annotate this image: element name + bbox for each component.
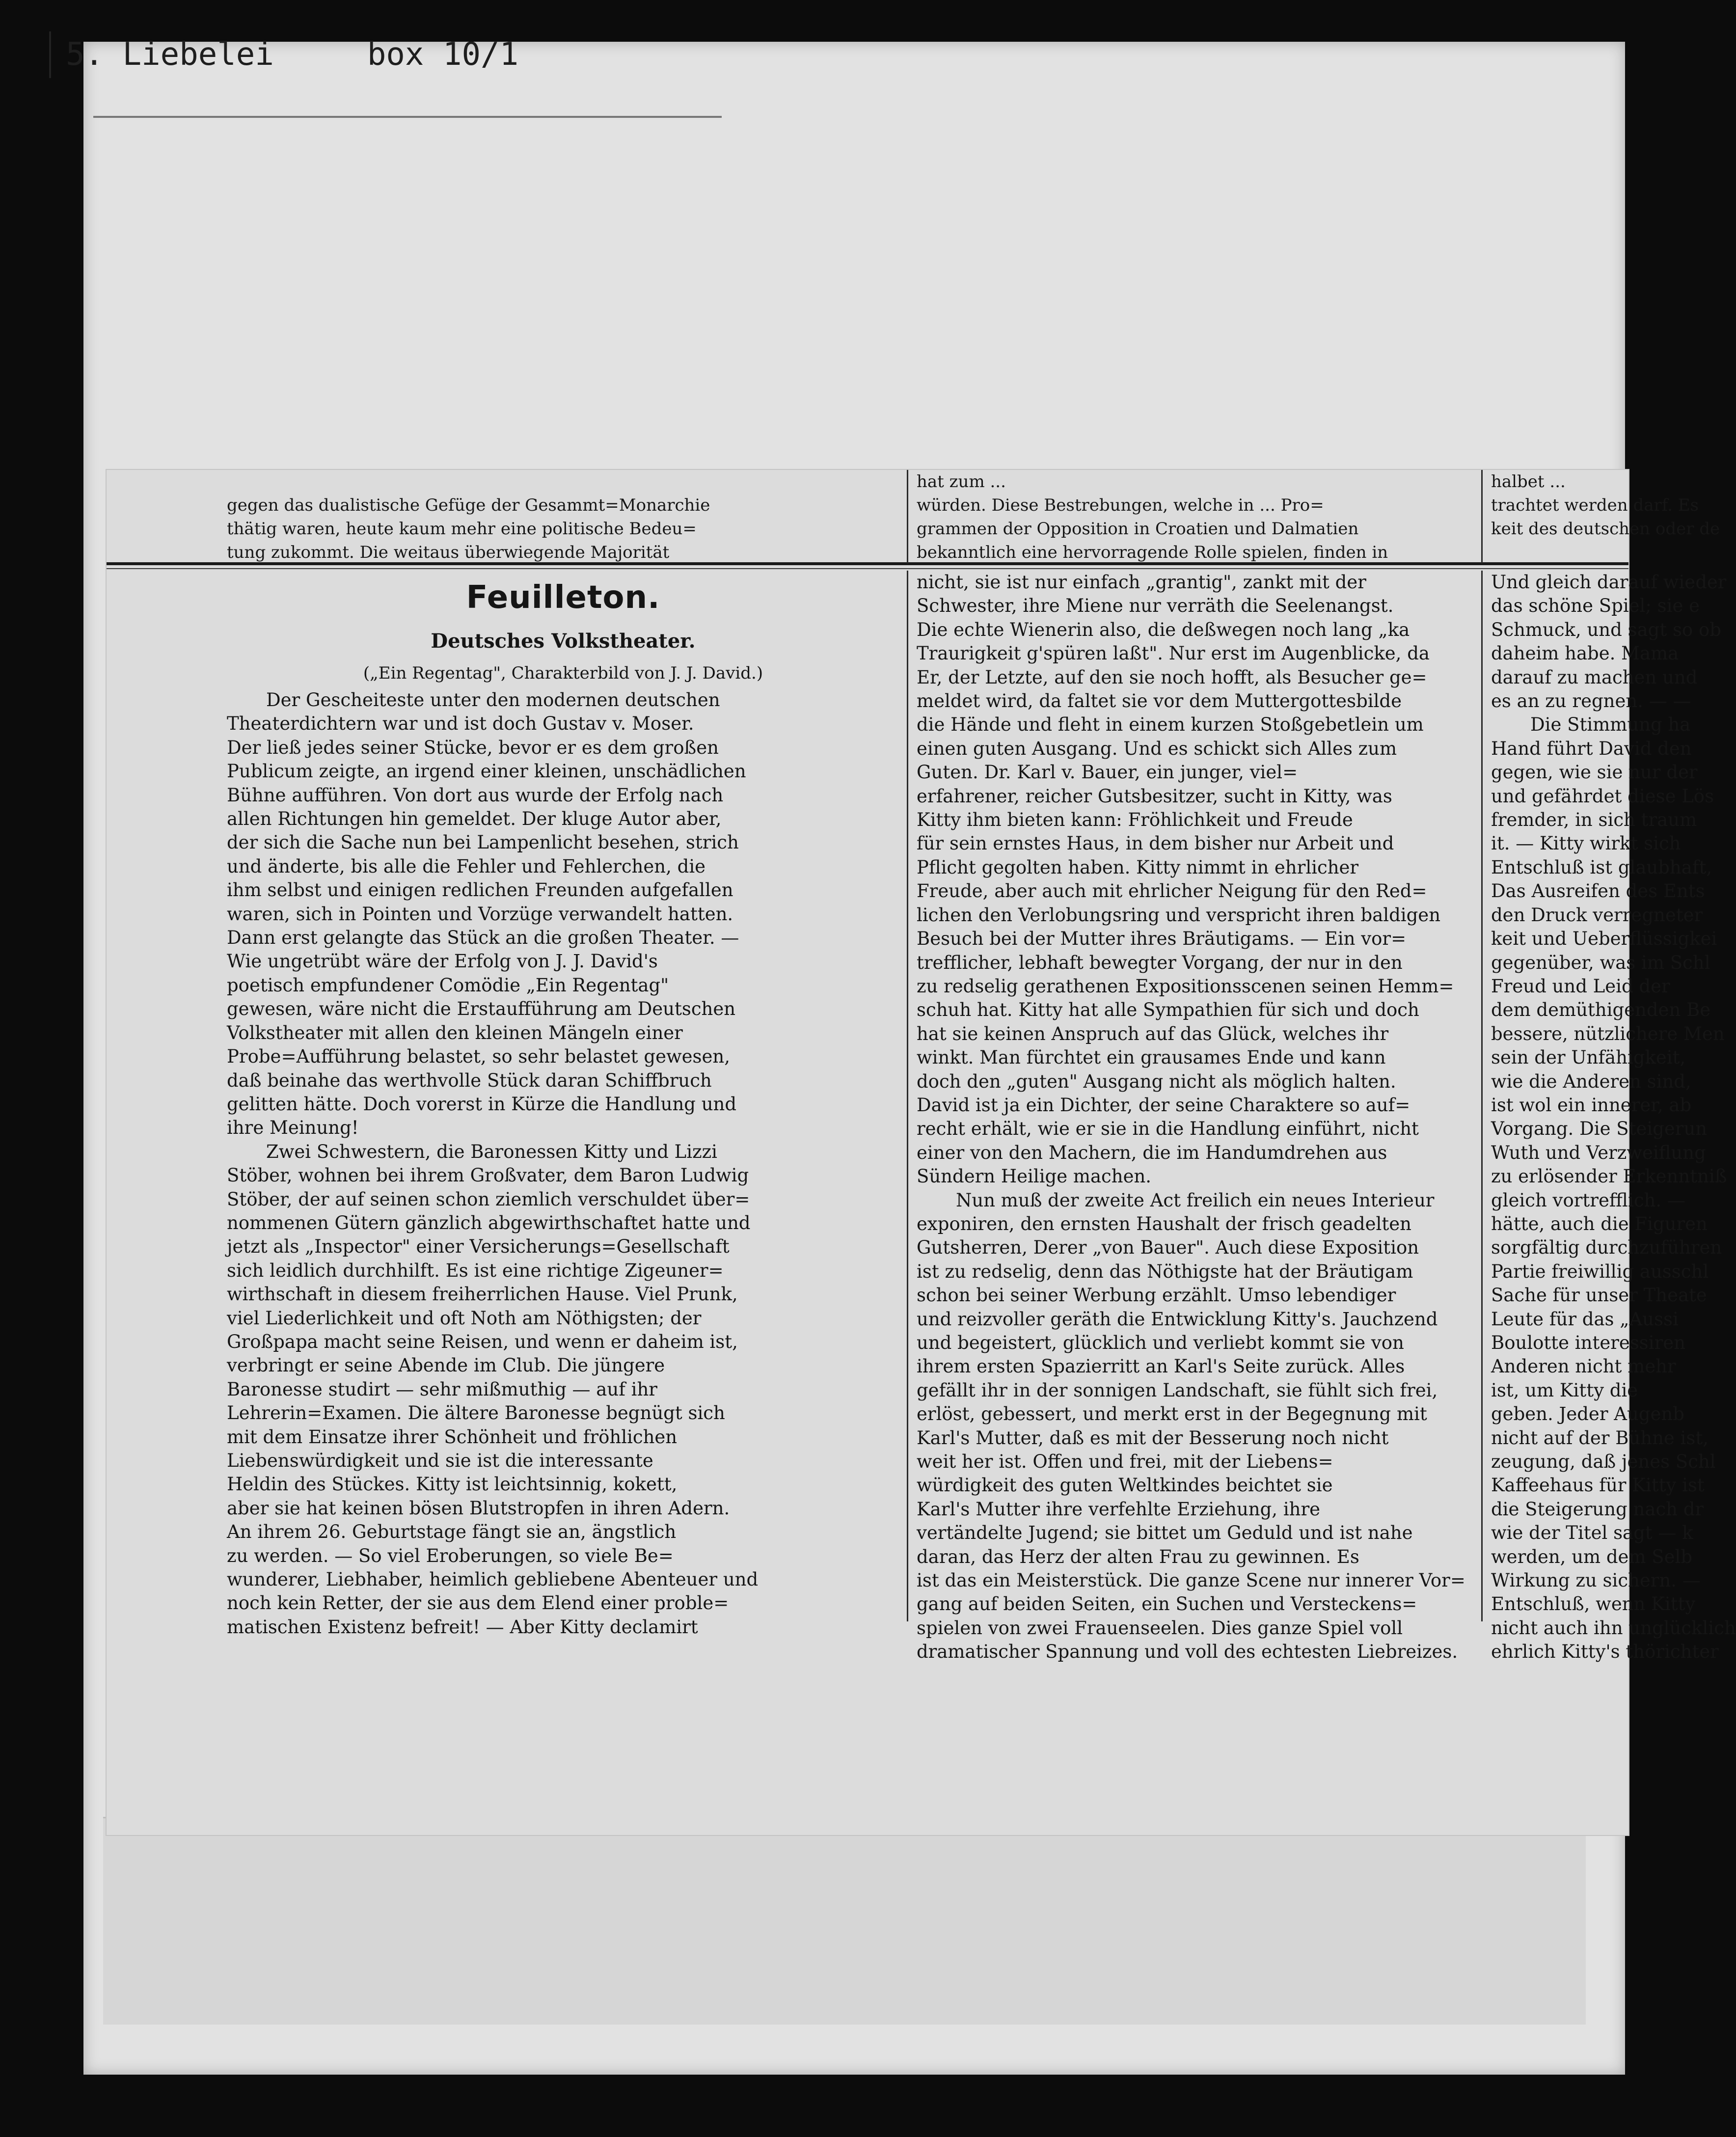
text-line: Der Gescheiteste unter den modernen deutschen	[266, 689, 720, 711]
text-line: sich leidlich durchhilft. Es ist eine richtige Zigeuner=	[227, 1260, 724, 1281]
text-line: Heldin des Stückes. Kitty ist leichtsinnig, kokett,	[227, 1474, 678, 1495]
text-line: vertändelte Jugend; sie bittet um Geduld und ist nahe	[917, 1522, 1413, 1544]
text-line: Leute für das „Aussi	[1491, 1308, 1679, 1330]
text-line: Großpapa macht seine Reisen, und wenn er daheim ist,	[227, 1331, 738, 1352]
label-underline	[93, 116, 722, 118]
text-line: fremder, in sich traum	[1491, 809, 1697, 831]
feuilleton-column-2	[917, 571, 1471, 1664]
text-line: einer von den Machern, die im Handumdrehen aus	[917, 1142, 1387, 1163]
text-line: werden, um dem Selb	[1491, 1546, 1693, 1567]
text-line: nicht auch ihn unglücklich	[1491, 1617, 1736, 1639]
strip-line: würden. Diese Bestrebungen, welche in ... Pro=	[917, 495, 1324, 515]
text-line: meldet wird, da faltet sie vor dem Muttergottesbilde	[917, 690, 1402, 712]
text-line: Entschluß, wenn Kitty	[1491, 1593, 1696, 1615]
text-line: jetzt als „Inspector" einer Versicherungs=Gesellschaft	[227, 1236, 730, 1258]
text-line: Liebenswürdigkeit und sie ist die interessante	[227, 1450, 653, 1471]
text-line: daß beinahe das werthvolle Stück daran Schiffbruch	[227, 1069, 712, 1091]
strip-column-1	[227, 470, 904, 563]
strip-line: hat zum ...	[917, 472, 1006, 492]
text-line: Vorgang. Die Steigerun	[1491, 1118, 1708, 1140]
text-line: einen guten Ausgang. Und es schickt sich Alles zum	[917, 738, 1397, 759]
text-line: Er, der Letzte, auf den sie noch hofft, als Besucher ge=	[917, 666, 1427, 688]
text-line: Freud und Leid der	[1491, 975, 1670, 997]
text-line: es an zu regnen. — —	[1491, 690, 1691, 712]
text-line: Hand führt David den	[1491, 738, 1692, 759]
text-line: Dann erst gelangte das Stück an die großen Theater. —	[227, 927, 739, 949]
text-line: ist, um Kitty die	[1491, 1379, 1638, 1401]
text-line: trefflicher, lebhaft bewegter Vorgang, der nur in den	[917, 952, 1403, 973]
text-line: aber sie hat keinen bösen Blutstropfen in ihren Adern.	[227, 1497, 730, 1519]
column-divider	[1481, 571, 1483, 1621]
text-line: ihre Meinung!	[227, 1117, 359, 1139]
text-line: Lehrerin=Examen. Die ältere Baronesse begnügt sich	[227, 1402, 725, 1424]
text-line: Kitty ihm bieten kann: Fröhlichkeit und Freude	[917, 809, 1353, 831]
text-line: allen Richtungen hin gemeldet. Der kluge Autor aber,	[227, 808, 722, 830]
text-line: Entschluß ist glaubhaft,	[1491, 856, 1712, 878]
text-line: Schwester, ihre Miene nur verräth die Seelenangst.	[917, 595, 1394, 617]
feuilleton-column-1	[227, 571, 899, 1639]
text-line: Das Ausreifen des Ents	[1491, 880, 1705, 902]
text-line: gegen, wie sie nur der	[1491, 762, 1698, 783]
text-line: zu erlösender Erkenntniß	[1491, 1166, 1727, 1187]
strip-line: tung zukommt. Die weitaus überwiegende Majorität	[227, 543, 670, 562]
label-box: box 10/1	[367, 36, 519, 73]
text-line: sein der Unfähigkeit,	[1491, 1047, 1686, 1068]
text-line: schuh hat. Kitty hat alle Sympathien für sich und doch	[917, 999, 1419, 1021]
text-line: Wuth und Verzweiflung	[1491, 1142, 1706, 1163]
strip-line: trachtet werden darf. Es	[1491, 495, 1699, 515]
text-line: viel Liederlichkeit und oft Noth am Nöthigsten; der	[227, 1307, 702, 1329]
text-line: waren, sich in Pointen und Vorzüge verwandelt hatten.	[227, 903, 733, 925]
text-line: wunderer, Liebhaber, heimlich gebliebene Abenteuer und	[227, 1569, 759, 1590]
text-line: Pflicht gegolten haben. Kitty nimmt in ehrlicher	[917, 856, 1359, 878]
text-line: doch den „guten" Ausgang nicht als möglich halten.	[917, 1070, 1396, 1092]
text-line: Theaterdichtern war und ist doch Gustav v. Moser.	[227, 713, 694, 735]
label-number: 5.	[66, 36, 104, 73]
strip-column-3	[1491, 470, 1720, 563]
text-line: Stöber, der auf seinen schon ziemlich verschuldet über=	[227, 1188, 750, 1210]
text-line: das schöne Spiel; sie e	[1491, 595, 1700, 617]
text-line: ihrem ersten Spazierritt an Karl's Seite zurück. Alles	[917, 1356, 1405, 1377]
text-line: gleich vortrefflich. —	[1491, 1189, 1685, 1211]
strip-column-2	[917, 470, 1466, 563]
strip-line	[1491, 541, 1628, 564]
text-line: Baronesse studirt — sehr mißmuthig — auf ihr	[227, 1378, 657, 1400]
text-line: sorgfältig durchzuführen	[1491, 1237, 1722, 1259]
text-line: daheim habe. Mama	[1491, 643, 1679, 664]
text-line: und änderte, bis alle die Fehler und Fehlerchen, die	[227, 855, 706, 877]
text-line: lichen den Verlobungsring und verspricht ihren baldigen	[917, 904, 1441, 926]
text-line: Stöber, wohnen bei ihrem Großvater, dem Baron Ludwig	[227, 1165, 749, 1186]
text-line: Karl's Mutter, daß es mit der Besserung noch nicht	[917, 1427, 1389, 1449]
text-line: noch kein Retter, der sie aus dem Elend einer proble=	[227, 1592, 729, 1614]
archive-label	[49, 32, 518, 77]
column-1-body	[227, 688, 899, 1639]
section-rule-thin	[107, 568, 1628, 569]
text-line: zeugung, daß jenes Schl	[1491, 1451, 1716, 1473]
text-line: recht erhält, wie er sie in die Handlung einführt, nicht	[917, 1118, 1419, 1140]
column-2-body	[917, 571, 1471, 1664]
text-line: gegenüber, was im Schl	[1491, 952, 1710, 973]
text-line: schon bei seiner Werbung erzählt. Umso lebendiger	[917, 1285, 1396, 1306]
newspaper-clipping	[106, 469, 1736, 1836]
text-line: Der ließ jedes seiner Stücke, bevor er es dem großen	[227, 737, 719, 758]
text-line: Boulotte interessiren	[1491, 1332, 1686, 1353]
text-line: Und gleich darauf wieder	[1491, 572, 1727, 593]
text-line: Guten. Dr. Karl v. Bauer, ein junger, viel=	[917, 762, 1298, 783]
text-line: gewesen, wäre nicht die Erstaufführung am Deutschen	[227, 998, 736, 1020]
text-line: Kaffeehaus für Kitty ist	[1491, 1475, 1705, 1496]
text-line: Schmuck, und sagt so ob	[1491, 619, 1721, 640]
text-line: spielen von zwei Frauenseelen. Dies ganze Spiel voll	[917, 1617, 1403, 1639]
text-line: für sein ernstes Haus, in dem bisher nur Arbeit und	[917, 833, 1394, 854]
text-line: Nun muß der zweite Act freilich ein neues Interieur	[956, 1189, 1435, 1211]
text-line: dem demüthigenden Be	[1491, 999, 1711, 1021]
text-line: wirthschaft in diesem freiherrlichen Hause. Viel Prunk,	[227, 1284, 738, 1305]
column-divider	[1481, 470, 1483, 563]
text-line: poetisch empfundener Comödie „Ein Regentag"	[227, 974, 669, 996]
text-line: zu redselig gerathenen Expositionsscenen seinen Hemm=	[917, 975, 1454, 997]
text-line: geben. Jeder Augenb	[1491, 1403, 1684, 1425]
text-line: ehrlich Kitty's thörichter	[1491, 1641, 1719, 1663]
strip-line: halbet ...	[1491, 472, 1566, 492]
text-line: Besuch bei der Mutter ihres Bräutigams. — Ein vor=	[917, 928, 1407, 950]
text-line: Publicum zeigte, an irgend einer kleinen, unschädlichen	[227, 761, 746, 782]
text-line: Traurigkeit g'spüren laßt". Nur erst im Augenblicke, da	[917, 643, 1430, 664]
text-line: und gefährdet diese Lös	[1491, 785, 1714, 807]
column-divider	[907, 470, 908, 563]
text-line: nommenen Gütern gänzlich abgewirthschaftet hatte und	[227, 1212, 751, 1233]
text-line: gelitten hätte. Doch vorerst in Kürze die Handlung und	[227, 1093, 737, 1115]
text-line: und reizvoller geräth die Entwicklung Kitty's. Jauchzend	[917, 1308, 1438, 1330]
text-line: hätte, auch die Figuren	[1491, 1213, 1708, 1234]
paper-backing	[103, 1817, 1586, 2025]
text-line: ist das ein Meisterstück. Die ganze Scene nur innerer Vor=	[917, 1570, 1465, 1591]
section-rule	[107, 562, 1628, 565]
text-line: Die echte Wienerin also, die deßwegen noch lang „ka	[917, 619, 1410, 640]
strip-line: gegen das dualistische Gefüge der Gesammt=Monarchie	[227, 495, 710, 515]
text-line: An ihrem 26. Geburtstage fängt sie an, ängstlich	[227, 1521, 677, 1543]
text-line: nicht, sie ist nur einfach „grantig", zankt mit der	[917, 572, 1366, 593]
text-line: dramatischer Spannung und voll des echtesten Liebreizes.	[917, 1641, 1458, 1663]
text-line: hat sie keinen Anspruch auf das Glück, welches ihr	[917, 1023, 1389, 1044]
text-line: nicht auf der Bühne ist,	[1491, 1427, 1709, 1449]
text-line: Probe=Aufführung belastet, so sehr belastet gewesen,	[227, 1046, 731, 1068]
text-line: it. — Kitty wirkt sich	[1491, 833, 1681, 854]
text-line: gefällt ihr in der sonnigen Landschaft, sie fühlt sich frei,	[917, 1379, 1438, 1401]
feuilleton-subheading: Deutsches Volkstheater.	[431, 630, 696, 653]
previous-article-strip	[107, 470, 1720, 563]
text-line: verbringt er seine Abende im Club. Die jüngere	[227, 1355, 665, 1376]
column-3-body	[1491, 571, 1736, 1664]
text-line: Wie ungetrübt wäre der Erfolg von J. J. David's	[227, 951, 658, 972]
strip-line: thätig waren, heute kaum mehr eine politische Bedeu=	[227, 519, 697, 539]
text-line: Gutsherren, Derer „von Bauer". Auch diese Exposition	[917, 1237, 1419, 1259]
text-line: zu werden. — So viel Eroberungen, so viele Be=	[227, 1545, 674, 1566]
text-line: Wirkung zu sichern. —	[1491, 1570, 1701, 1591]
text-line: die Hände und fleht in einem kurzen Stoßgebetlein um	[917, 714, 1424, 736]
text-line: ist wol ein innerer, ab	[1491, 1094, 1692, 1116]
text-line: wie die Anderen sind,	[1491, 1070, 1691, 1092]
text-line: daran, das Herz der alten Frau zu gewinnen. Es	[917, 1546, 1359, 1567]
text-line: Volkstheater mit allen den kleinen Mängeln einer	[227, 1022, 683, 1043]
text-line: Die Stimmung ha	[1530, 714, 1691, 736]
text-line: der sich die Sache nun bei Lampenlicht besehen, strich	[227, 832, 739, 853]
text-line: Bühne aufführen. Von dort aus wurde der Erfolg nach	[227, 784, 724, 806]
strip-line	[227, 470, 904, 493]
label-margin-mark	[49, 31, 51, 78]
text-line: keit und Ueberflüssigkei	[1491, 928, 1717, 950]
text-line: erlöst, gebessert, und merkt erst in der Begegnung mit	[917, 1403, 1427, 1425]
text-line: den Druck verregneter	[1491, 904, 1703, 926]
text-line: bessere, nützlichere Men	[1491, 1023, 1725, 1044]
label-title: Liebelei	[122, 36, 274, 73]
column-divider	[907, 571, 908, 1621]
text-line: Freude, aber auch mit ehrlicher Neigung für den Red=	[917, 880, 1427, 902]
text-line: mit dem Einsatze ihrer Schönheit und fröhlichen	[227, 1426, 678, 1448]
text-line: matischen Existenz befreit! — Aber Kitty declamirt	[227, 1616, 698, 1638]
strip-line: grammen der Opposition in Croatien und Dalmatien	[917, 519, 1359, 539]
text-line: winkt. Man fürchtet ein grausames Ende und kann	[917, 1047, 1386, 1068]
text-line: und begeistert, glücklich und verliebt kommt sie von	[917, 1332, 1404, 1353]
text-line: exponiren, den ernsten Haushalt der frisch geadelten	[917, 1213, 1411, 1234]
text-line: wie der Titel sagt — k	[1491, 1522, 1693, 1544]
feuilleton-byline: („Ein Regentag", Charakterbild von J. J. David.)	[363, 663, 763, 683]
feuilleton-heading: Feuilleton.	[466, 579, 660, 616]
text-line: Karl's Mutter ihre verfehlte Erziehung, ihre	[917, 1498, 1321, 1520]
text-line: ist zu redselig, denn das Nöthigste hat der Bräutigam	[917, 1260, 1413, 1282]
text-line: darauf zu machen und	[1491, 666, 1698, 688]
feuilleton-column-3	[1491, 571, 1736, 1664]
text-line: David ist ja ein Dichter, der seine Charaktere so auf=	[917, 1094, 1410, 1116]
text-line: erfahrener, reicher Gutsbesitzer, sucht in Kitty, was	[917, 785, 1392, 807]
text-line: Zwei Schwestern, die Baronessen Kitty und Lizzi	[266, 1141, 717, 1162]
text-line: Partie freiwillig ausschl	[1491, 1260, 1709, 1282]
text-line: die Steigerung nach dr	[1491, 1498, 1704, 1520]
text-line: ihm selbst und einigen redlichen Freunden aufgefallen	[227, 879, 733, 901]
text-line: weit her ist. Offen und frei, mit der Liebens=	[917, 1451, 1333, 1473]
strip-line: keit des deutschen oder de	[1491, 519, 1720, 539]
strip-line: bekanntlich eine hervorragende Rolle spielen, finden in	[917, 543, 1388, 562]
text-line: Sache für unser Theate	[1491, 1285, 1707, 1306]
text-line: Anderen nicht mehr	[1491, 1356, 1676, 1377]
text-line: gang auf beiden Seiten, ein Suchen und Versteckens=	[917, 1593, 1417, 1615]
text-line: Sündern Heilige machen.	[917, 1166, 1152, 1187]
text-line: würdigkeit des guten Weltkindes beichtet sie	[917, 1475, 1333, 1496]
